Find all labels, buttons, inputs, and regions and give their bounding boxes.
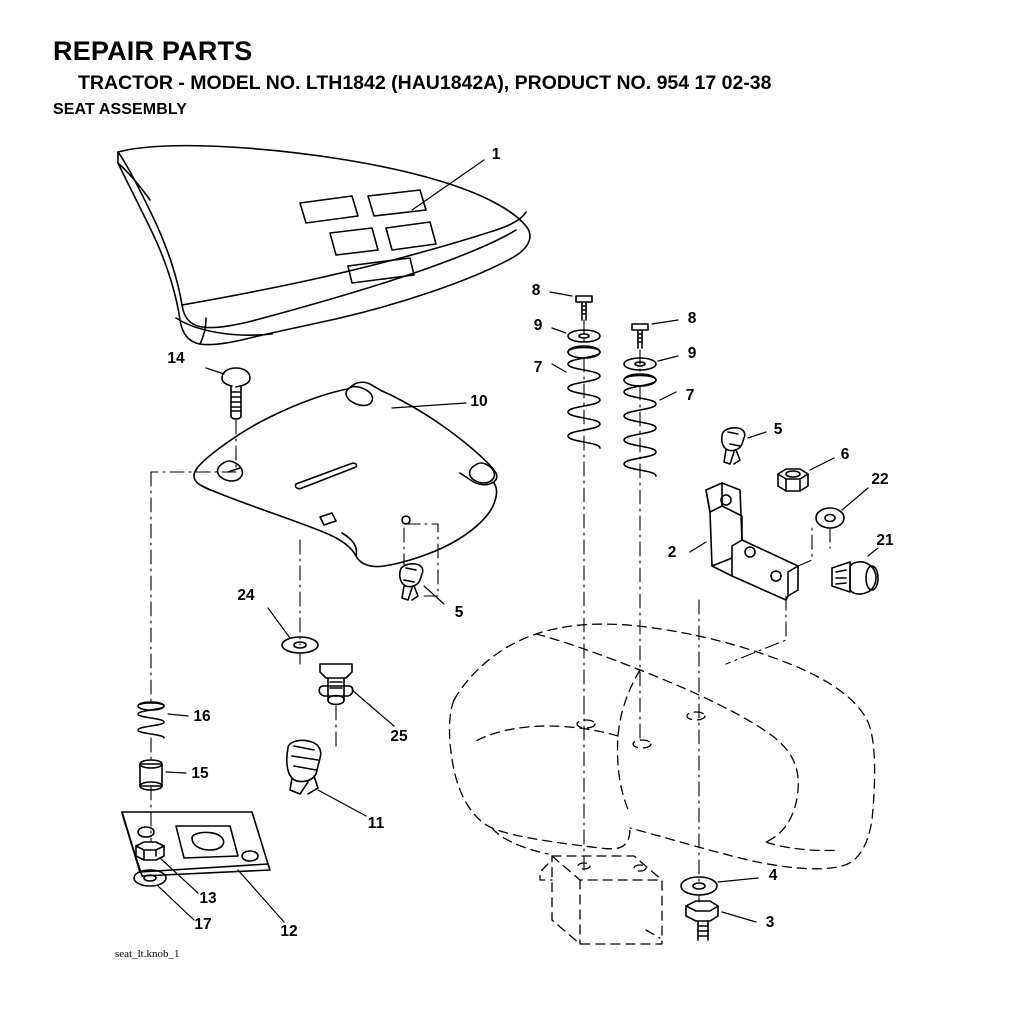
- callout-11: 11: [367, 815, 385, 832]
- callout-10: 10: [470, 393, 488, 410]
- callout-8b: 8: [687, 310, 697, 327]
- callout-16: 16: [193, 708, 211, 725]
- callout-22: 22: [871, 471, 889, 488]
- part-2-bracket: [706, 483, 798, 600]
- part-6-nut: [778, 469, 808, 491]
- callout-15: 15: [191, 765, 209, 782]
- part-5-clip-upper: [722, 428, 745, 464]
- part-13-nut: [136, 842, 164, 860]
- part-16-spring: [138, 702, 164, 738]
- page-title: REPAIR PARTS: [53, 36, 253, 66]
- part-8-screw-left: [576, 296, 592, 320]
- callout-13: 13: [199, 890, 217, 907]
- callout-4: 4: [768, 867, 778, 884]
- part-5-clip-lower: [400, 564, 423, 600]
- chassis-phantom: [450, 624, 875, 944]
- callout-5a: 5: [773, 421, 783, 438]
- callout-6: 6: [840, 446, 850, 463]
- part-17-washer: [134, 870, 166, 886]
- callout-9b: 9: [687, 345, 697, 362]
- part-22-washer: [816, 508, 844, 528]
- callout-14: 14: [167, 350, 185, 367]
- callout-25: 25: [390, 728, 408, 745]
- callout-7b: 7: [685, 387, 695, 404]
- part-seat-pan: [194, 382, 497, 566]
- part-11-knob: [287, 740, 321, 794]
- callout-9a: 9: [533, 317, 543, 334]
- part-25-knob-bolt: [319, 664, 353, 705]
- section-title: SEAT ASSEMBLY: [53, 101, 188, 118]
- part-12-plate: [122, 812, 270, 876]
- callout-17: 17: [194, 916, 212, 933]
- callout-5b: 5: [454, 604, 464, 621]
- callout-24: 24: [237, 587, 255, 604]
- part-14-bolt: [222, 368, 250, 419]
- model-line: TRACTOR - MODEL NO. LTH1842 (HAU1842A), PRODUCT NO. 954 17 02-38: [78, 72, 772, 94]
- callout-21: 21: [876, 532, 894, 549]
- callout-2: 2: [667, 544, 677, 561]
- callout-1: 1: [491, 146, 501, 163]
- part-seat: [118, 146, 530, 345]
- callout-3: 3: [765, 914, 775, 931]
- part-8-screw-right: [632, 324, 648, 348]
- part-3-bolt: [686, 901, 718, 940]
- part-21-bolt: [832, 562, 878, 594]
- callout-12: 12: [280, 923, 298, 940]
- footer-code: seat_lt.knob_1: [115, 948, 180, 960]
- callout-7a: 7: [533, 359, 543, 376]
- callout-8a: 8: [531, 282, 541, 299]
